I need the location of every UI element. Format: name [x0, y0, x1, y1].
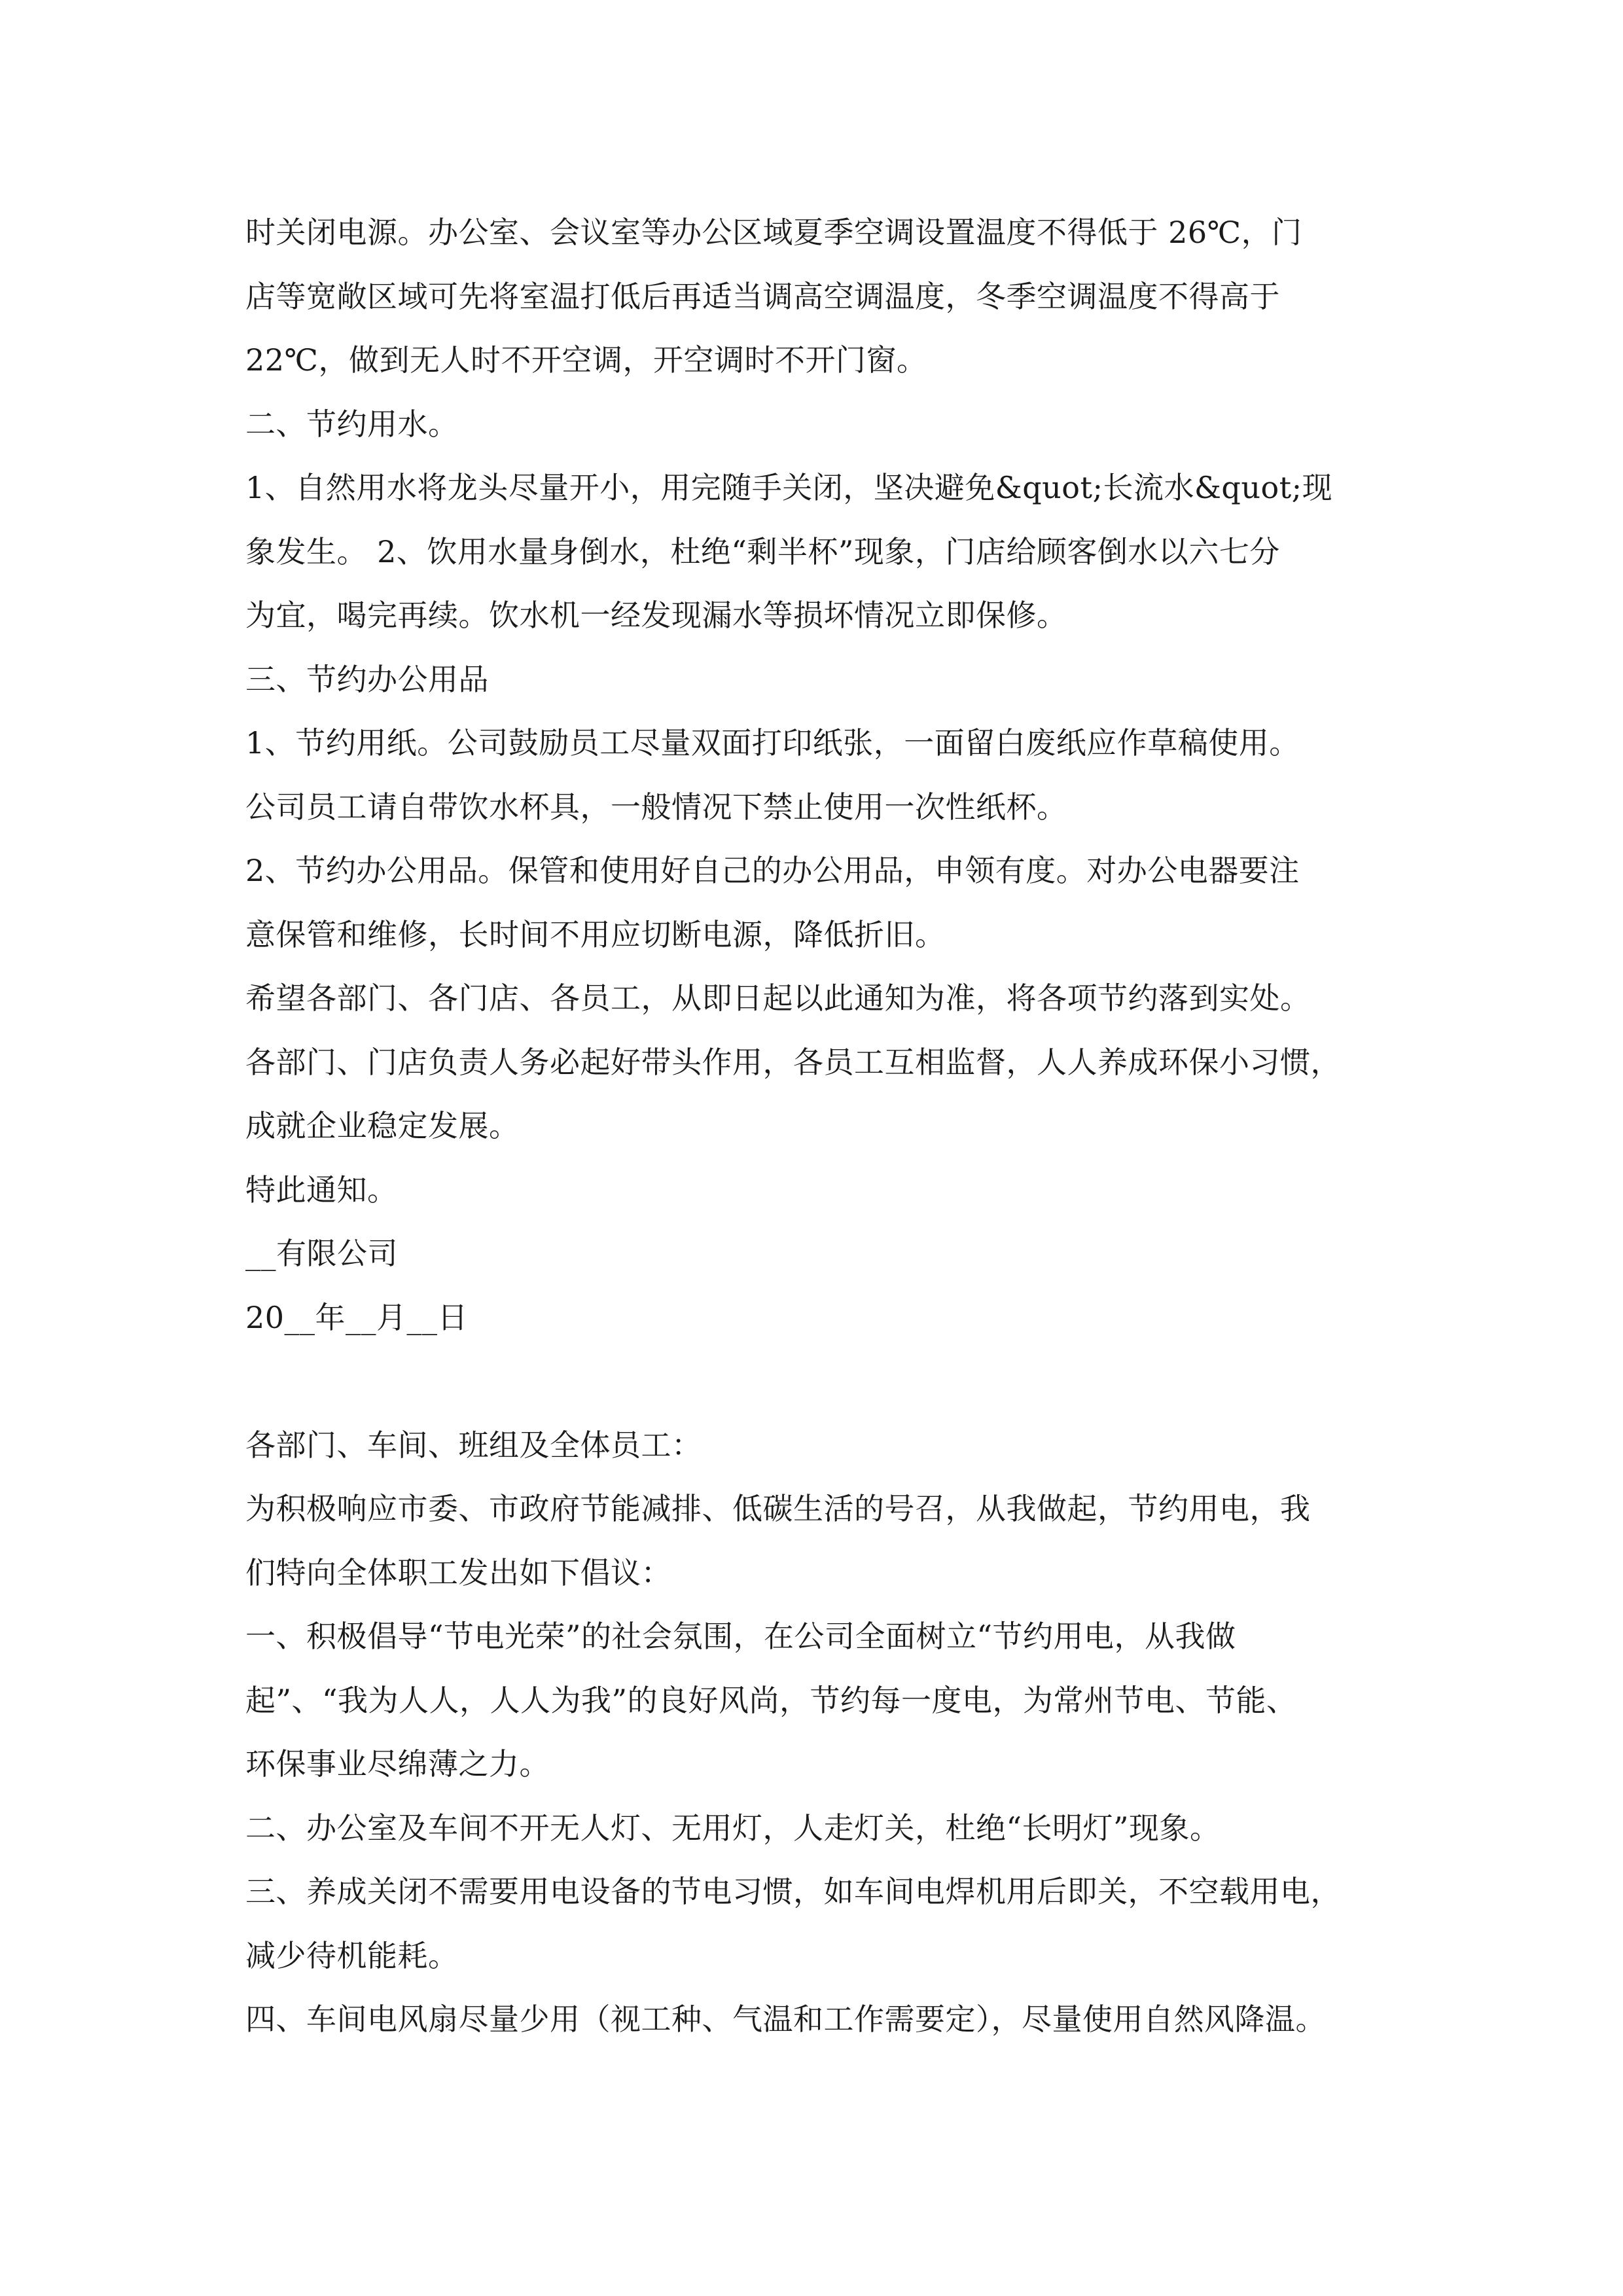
text-line: 减少待机能耗。: [245, 1937, 459, 1973]
company-signature: __有限公司: [245, 1236, 398, 1271]
text-line: 三、养成关闭不需要用电设备的节电习惯，如车间电焊机用后即关，不空载用电，: [245, 1874, 1341, 1909]
text-line: 环保事业尽绵薄之力。: [245, 1746, 550, 1782]
text-line: 1、节约用纸。公司鼓励员工尽量双面打印纸张，一面留白废纸应作草稿使用。: [245, 725, 1300, 761]
section-heading: 三、节约办公用品: [245, 661, 489, 697]
text-line: 起”、“我为人人，人人为我”的良好风尚，节约每一度电，为常州节电、节能、: [245, 1682, 1297, 1718]
text-line: 二、办公室及车间不开无人灯、无用灯，人走灯关，杜绝“长明灯”现象。: [245, 1810, 1221, 1846]
text-line: 意保管和维修，长时间不用应切断电源，降低折旧。: [245, 916, 946, 952]
date-line: 20__年__月__日: [245, 1299, 469, 1335]
text-line: 象发生。 2、饮用水量身倒水，杜绝“剩半杯”现象，门店给顾客倒水以六七分: [245, 533, 1280, 569]
text-line: 店等宽敞区域可先将室温打低后再适当调高空调温度，冬季空调温度不得高于: [245, 278, 1280, 314]
text-line: 一、积极倡导“节电光荣”的社会氛围，在公司全面树立“节约用电，从我做: [245, 1619, 1236, 1654]
text-line: 各部门、门店负责人务必起好带头作用，各员工互相监督，人人养成环保小习惯，: [245, 1044, 1341, 1080]
text-line: 公司员工请自带饮水杯具，一般情况下禁止使用一次性纸杯。: [245, 789, 1067, 825]
text-line: 希望各部门、各门店、各员工，从即日起以此通知为准，将各项节约落到实处。: [245, 980, 1311, 1016]
text-line: 成就企业稳定发展。: [245, 1108, 520, 1143]
text-line: 为积极响应市委、市政府节能减排、低碳生活的号召，从我做起，节约用电，我: [245, 1491, 1311, 1526]
text-line: 四、车间电风扇尽量少用（视工种、气温和工作需要定），尽量使用自然风降温。: [245, 2001, 1326, 2037]
text-line: 们特向全体职工发出如下倡议：: [245, 1554, 671, 1590]
salutation-line: 各部门、车间、班组及全体员工：: [245, 1427, 702, 1463]
text-line: 1、自然用水将龙头尽量开小，用完随手关闭，坚决避免&quot;长流水&quot;现: [245, 470, 1333, 505]
text-line: 时关闭电源。办公室、会议室等办公区域夏季空调设置温度不得低于 26℃，门: [245, 215, 1302, 250]
section-heading: 二、节约用水。: [245, 406, 459, 442]
text-line: 22℃，做到无人时不开空调，开空调时不开门窗。: [245, 342, 927, 378]
text-line: 为宜，喝完再续。饮水机一经发现漏水等损坏情况立即保修。: [245, 598, 1067, 633]
text-line: 2、节约办公用品。保管和使用好自己的办公用品，申领有度。对办公电器要注: [245, 853, 1300, 888]
document-body: [245, 201, 1397, 2052]
closing-line: 特此通知。: [245, 1172, 398, 1208]
